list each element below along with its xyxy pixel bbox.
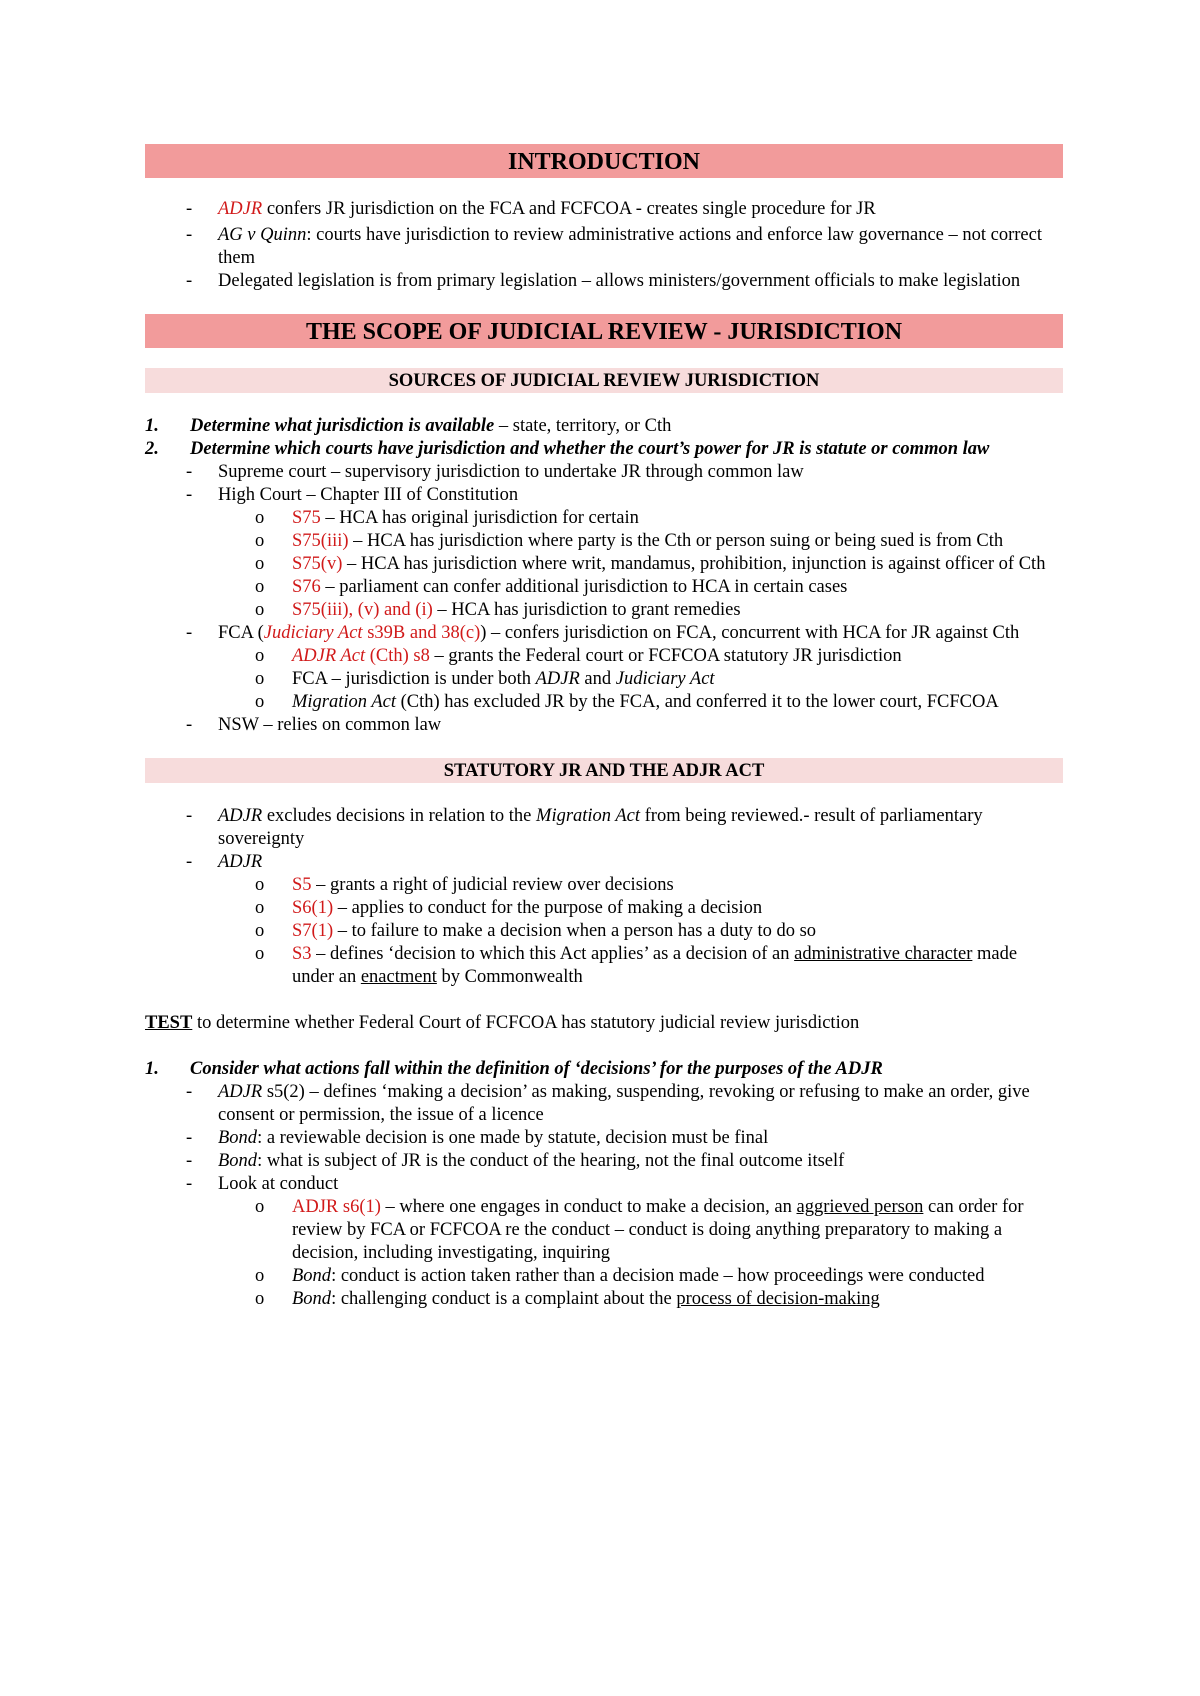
test-statement [145, 1012, 1063, 1035]
statutory-list [145, 805, 1063, 989]
sublist-item-text: and [579, 669, 616, 689]
sources-steps [145, 415, 1063, 461]
list-item [145, 270, 1063, 293]
test-text: to determine whether Federal Court of FCFCOA has statutory judicial review jurisdiction [192, 1013, 860, 1033]
statute-reference: ADJR s6(1) [292, 1197, 381, 1217]
sublist-item [145, 530, 1063, 553]
list-item-text: Delegated legislation is from primary legislation – allows ministers/government officials to make legislation [218, 271, 1021, 291]
list-item-text: Supreme court – supervisory jurisdiction to undertake JR through common law [218, 462, 804, 482]
statute-reference: S75(iii), (v) and (i) [292, 600, 433, 620]
step-item [145, 415, 1063, 438]
step-item [145, 1058, 1063, 1081]
sublist-item-text: – HCA has jurisdiction where writ, mandamus, prohibition, injunction is against officer of Cth [342, 554, 1046, 574]
sources-list [145, 461, 1063, 737]
sublist-item-text: : challenging conduct is a complaint about the [331, 1289, 677, 1309]
sublist-item [145, 874, 1063, 897]
statute-name: ADJR [218, 1082, 263, 1102]
list-item [145, 622, 1063, 714]
list-item-text: from being reviewed.- result of parliamentary sovereignty [218, 806, 983, 849]
intro-list [145, 198, 1063, 293]
test-steps [145, 1058, 1063, 1081]
statute-name: ADJR [218, 806, 263, 826]
sublist-item-text: – grants a right of judicial review over decisions [311, 875, 674, 895]
adjr-sublist [145, 874, 1063, 989]
list-item [145, 805, 1063, 851]
sublist-item [145, 1288, 1063, 1311]
list-item-text: s5(2) – defines ‘making a decision’ as making, suspending, revoking or refusing to make an order, give consent or permission, the issue of a licence [218, 1082, 1030, 1125]
underlined-term: process of decision-making [676, 1289, 880, 1309]
list-item [145, 714, 1063, 737]
list-item-text: : a reviewable decision is one made by statute, decision must be final [257, 1128, 769, 1148]
step-title: Consider what actions fall within the definition of ‘decisions’ for the purposes of the ADJR [190, 1059, 883, 1079]
underlined-term: aggrieved person [796, 1197, 924, 1217]
list-item [145, 484, 1063, 622]
statute-name: ADJR [535, 669, 580, 689]
list-item-text: Look at conduct [218, 1174, 339, 1194]
statute-reference: Judiciary Act [263, 623, 363, 643]
statute-reference: (Cth) s8 [365, 646, 430, 666]
statute-reference: S7(1) [292, 921, 334, 941]
sublist-item-text: – HCA has original jurisdiction for certain [320, 508, 639, 528]
sublist-item-text: – HCA has jurisdiction to grant remedies [432, 600, 741, 620]
list-item-text: NSW – relies on common law [218, 715, 442, 735]
case-name: AG v Quinn [218, 225, 307, 245]
sublist-item-text: can order for review by FCA or FCFCOA re the conduct – conduct is doing anything preparatory to making a decision, including investigating, inquiring [292, 1197, 1024, 1263]
sublist-item [145, 576, 1063, 599]
case-name: Bond [218, 1151, 258, 1171]
statute-reference: s39B and 38(c) [362, 623, 481, 643]
statute-reference: S75(iii) [292, 531, 349, 551]
step-number: 1. [145, 1059, 159, 1079]
step-title: Determine which courts have jurisdiction and whether the court’s power for JR is statute or common law [190, 439, 990, 459]
list-item-text: FCA ( [218, 623, 264, 643]
sublist-item-text: : conduct is action taken rather than a decision made – how proceedings were conducted [331, 1266, 985, 1286]
sublist-item-text: – grants the Federal court or FCFCOA statutory JR jurisdiction [429, 646, 902, 666]
sublist-item-text: – applies to conduct for the purpose of making a decision [333, 898, 763, 918]
list-item-text: ) – confers jurisdiction on FCA, concurrent with HCA for JR against Cth [480, 623, 1020, 643]
statute-name: Migration Act [292, 692, 396, 712]
list-item-text: High Court – Chapter III of Constitution [218, 485, 519, 505]
step-item [145, 438, 1063, 461]
step-number: 2. [145, 439, 159, 459]
sublist-item-text: (Cth) has excluded JR by the FCA, and conferred it to the lower court, FCFCOA [395, 692, 999, 712]
sublist-item-text: – parliament can confer additional jurisdiction to HCA in certain cases [320, 577, 848, 597]
sublist-item [145, 1265, 1063, 1288]
list-item [145, 1150, 1063, 1173]
list-item-text: excludes decisions in relation to the [262, 806, 537, 826]
list-item-text: : what is subject of JR is the conduct of the hearing, not the final outcome itself [257, 1151, 845, 1171]
sublist-item-text: made under an [292, 944, 1018, 987]
sublist-item-text: – defines ‘decision to which this Act applies’ as a decision of an [311, 944, 795, 964]
case-name: Bond [292, 1266, 332, 1286]
sublist-item [145, 599, 1063, 622]
statute-name: Migration Act [536, 806, 641, 826]
list-item [145, 1081, 1063, 1127]
statute-name: Judiciary Act [615, 669, 715, 689]
test-list [145, 1081, 1063, 1311]
test-label: TEST [145, 1013, 193, 1033]
sublist-item [145, 507, 1063, 530]
statute-reference: ADJR Act [292, 646, 366, 666]
sublist-item [145, 943, 1063, 989]
list-item-text: : courts have jurisdiction to review administrative actions and enforce law governance – not correct them [218, 225, 1042, 268]
statute-reference: S75 [292, 508, 321, 528]
statute-reference: S6(1) [292, 898, 334, 918]
sublist-item-text: – where one engages in conduct to make a decision, an [380, 1197, 797, 1217]
case-name: Bond [218, 1128, 258, 1148]
sublist-item-text: – HCA has jurisdiction where party is the Cth or person suing or being sued is from Cth [348, 531, 1004, 551]
sublist-item-text: FCA – jurisdiction is under both [292, 669, 536, 689]
underlined-term: enactment [360, 967, 437, 987]
sublist-item [145, 645, 1063, 668]
statute-reference: ADJR [218, 199, 263, 219]
heading-statutory: STATUTORY JR AND THE ADJR ACT [145, 758, 1063, 783]
document-content [145, 144, 1063, 1311]
case-name: Bond [292, 1289, 332, 1309]
statute-reference: S76 [292, 577, 321, 597]
sublist-item [145, 553, 1063, 576]
sublist-item [145, 668, 1063, 691]
list-item [145, 224, 1063, 270]
list-item-text: confers JR jurisdiction on the FCA and FCFCOA - creates single procedure for JR [262, 199, 876, 219]
heading-scope: THE SCOPE OF JUDICIAL REVIEW - JURISDICTION [145, 314, 1063, 348]
sublist-item [145, 1196, 1063, 1265]
statute-name: ADJR [218, 852, 263, 872]
statute-reference: S75(v) [292, 554, 343, 574]
sublist-item-text: – to failure to make a decision when a person has a duty to do so [333, 921, 817, 941]
fca-sublist [145, 645, 1063, 714]
step-title: Determine what jurisdiction is available [190, 416, 495, 436]
statute-reference: S3 [292, 944, 312, 964]
hca-sublist [145, 507, 1063, 622]
list-item [145, 851, 1063, 989]
sublist-item [145, 897, 1063, 920]
statute-reference: S5 [292, 875, 312, 895]
list-item [145, 1127, 1063, 1150]
list-item [145, 1173, 1063, 1311]
sublist-item-text: by Commonwealth [436, 967, 583, 987]
step-number: 1. [145, 416, 159, 436]
heading-sources: SOURCES OF JUDICIAL REVIEW JURISDICTION [145, 368, 1063, 393]
heading-introduction: INTRODUCTION [145, 144, 1063, 178]
sublist-item [145, 691, 1063, 714]
sublist-item [145, 920, 1063, 943]
list-item [145, 198, 1063, 221]
list-item [145, 461, 1063, 484]
step-text: – state, territory, or Cth [494, 416, 672, 436]
underlined-term: administrative character [794, 944, 973, 964]
conduct-sublist [145, 1196, 1063, 1311]
